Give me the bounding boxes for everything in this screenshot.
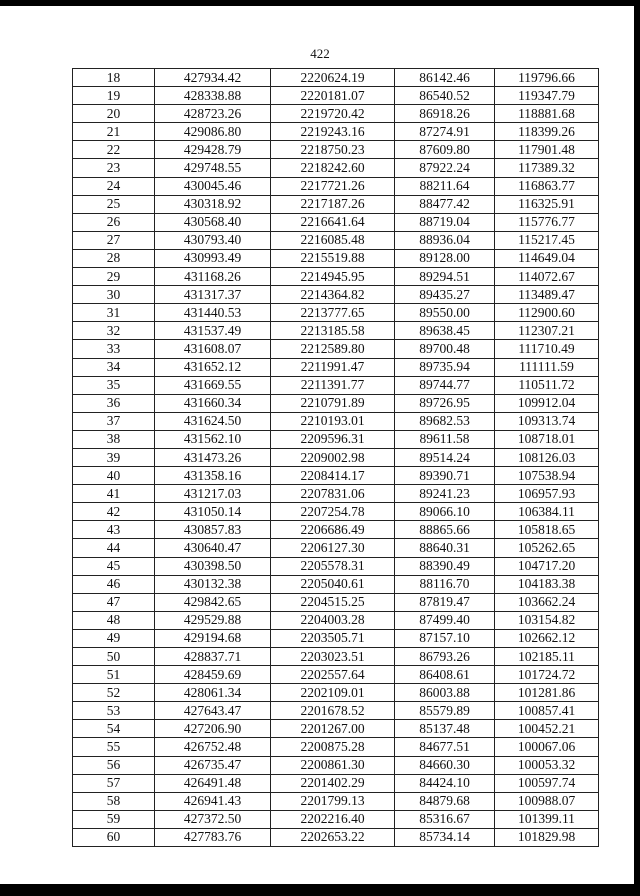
coord-c-cell: 89128.00 <box>395 249 495 267</box>
coord-d-cell: 109313.74 <box>495 412 599 430</box>
point-number-cell: 39 <box>73 448 155 466</box>
coord-a-cell: 431652.12 <box>155 358 271 376</box>
point-number-cell: 57 <box>73 774 155 792</box>
point-number-cell: 49 <box>73 629 155 647</box>
point-number-cell: 26 <box>73 213 155 231</box>
coord-d-cell: 112900.60 <box>495 304 599 322</box>
coord-a-cell: 431358.16 <box>155 467 271 485</box>
coord-c-cell: 88390.49 <box>395 557 495 575</box>
table-row <box>73 304 599 322</box>
coord-c-cell: 89726.95 <box>395 394 495 412</box>
table-row <box>73 69 599 87</box>
coord-b-cell: 2213777.65 <box>271 304 395 322</box>
coord-b-cell: 2200861.30 <box>271 756 395 774</box>
coord-d-cell: 114072.67 <box>495 268 599 286</box>
coord-c-cell: 85579.89 <box>395 702 495 720</box>
table-row <box>73 629 599 647</box>
coord-b-cell: 2213185.58 <box>271 322 395 340</box>
coord-d-cell: 100597.74 <box>495 774 599 792</box>
point-number-cell: 20 <box>73 105 155 123</box>
coord-a-cell: 431562.10 <box>155 430 271 448</box>
coord-c-cell: 84660.30 <box>395 756 495 774</box>
coord-d-cell: 115776.77 <box>495 213 599 231</box>
coord-b-cell: 2203505.71 <box>271 629 395 647</box>
coord-a-cell: 431217.03 <box>155 485 271 503</box>
coord-a-cell: 427934.42 <box>155 69 271 87</box>
coord-a-cell: 427643.47 <box>155 702 271 720</box>
coord-c-cell: 87157.10 <box>395 629 495 647</box>
coord-a-cell: 428338.88 <box>155 87 271 105</box>
scan-border-top <box>0 0 640 6</box>
coord-b-cell: 2202109.01 <box>271 684 395 702</box>
coord-d-cell: 106957.93 <box>495 485 599 503</box>
coord-b-cell: 2202653.22 <box>271 828 395 846</box>
point-number-cell: 48 <box>73 611 155 629</box>
coord-a-cell: 426735.47 <box>155 756 271 774</box>
coord-d-cell: 108718.01 <box>495 430 599 448</box>
coord-c-cell: 87499.40 <box>395 611 495 629</box>
table-row <box>73 376 599 394</box>
point-number-cell: 44 <box>73 539 155 557</box>
coord-b-cell: 2207254.78 <box>271 503 395 521</box>
coord-c-cell: 87609.80 <box>395 141 495 159</box>
point-number-cell: 24 <box>73 177 155 195</box>
table-row <box>73 593 599 611</box>
table-row <box>73 684 599 702</box>
coord-c-cell: 84879.68 <box>395 792 495 810</box>
coord-b-cell: 2216641.64 <box>271 213 395 231</box>
coord-d-cell: 116325.91 <box>495 195 599 213</box>
coord-a-cell: 430398.50 <box>155 557 271 575</box>
coord-a-cell: 429748.55 <box>155 159 271 177</box>
coord-b-cell: 2216085.48 <box>271 231 395 249</box>
coord-d-cell: 112307.21 <box>495 322 599 340</box>
coord-d-cell: 118399.26 <box>495 123 599 141</box>
table-row <box>73 322 599 340</box>
point-number-cell: 51 <box>73 666 155 684</box>
table-row <box>73 340 599 358</box>
point-number-cell: 27 <box>73 231 155 249</box>
coord-a-cell: 431608.07 <box>155 340 271 358</box>
point-number-cell: 22 <box>73 141 155 159</box>
table-row <box>73 177 599 195</box>
coord-a-cell: 429086.80 <box>155 123 271 141</box>
table-row <box>73 213 599 231</box>
coord-b-cell: 2218750.23 <box>271 141 395 159</box>
coord-c-cell: 86793.26 <box>395 648 495 666</box>
coord-a-cell: 430132.38 <box>155 575 271 593</box>
coordinate-table <box>72 68 599 847</box>
table-row <box>73 467 599 485</box>
coord-c-cell: 89066.10 <box>395 503 495 521</box>
coord-a-cell: 430318.92 <box>155 195 271 213</box>
coord-a-cell: 431050.14 <box>155 503 271 521</box>
coord-d-cell: 111111.59 <box>495 358 599 376</box>
coord-b-cell: 2201267.00 <box>271 720 395 738</box>
page-number: 422 <box>310 46 330 61</box>
coord-b-cell: 2211391.77 <box>271 376 395 394</box>
coord-c-cell: 88640.31 <box>395 539 495 557</box>
coord-b-cell: 2219243.16 <box>271 123 395 141</box>
point-number-cell: 60 <box>73 828 155 846</box>
point-number-cell: 21 <box>73 123 155 141</box>
scan-border-right <box>634 0 640 896</box>
table-row <box>73 720 599 738</box>
coord-a-cell: 426752.48 <box>155 738 271 756</box>
point-number-cell: 35 <box>73 376 155 394</box>
table-row <box>73 810 599 828</box>
coord-d-cell: 113489.47 <box>495 286 599 304</box>
coord-b-cell: 2214945.95 <box>271 268 395 286</box>
coord-d-cell: 116863.77 <box>495 177 599 195</box>
table-row <box>73 123 599 141</box>
table-row <box>73 159 599 177</box>
coord-b-cell: 2200875.28 <box>271 738 395 756</box>
point-number-cell: 59 <box>73 810 155 828</box>
table-row <box>73 358 599 376</box>
coord-c-cell: 89744.77 <box>395 376 495 394</box>
coord-c-cell: 88477.42 <box>395 195 495 213</box>
coord-b-cell: 2209002.98 <box>271 448 395 466</box>
table-row <box>73 521 599 539</box>
point-number-cell: 33 <box>73 340 155 358</box>
point-number-cell: 54 <box>73 720 155 738</box>
table-row <box>73 105 599 123</box>
table-row <box>73 394 599 412</box>
coord-c-cell: 88865.66 <box>395 521 495 539</box>
point-number-cell: 43 <box>73 521 155 539</box>
coord-d-cell: 101829.98 <box>495 828 599 846</box>
table-row <box>73 774 599 792</box>
coord-a-cell: 430857.83 <box>155 521 271 539</box>
coord-b-cell: 2217721.26 <box>271 177 395 195</box>
coord-b-cell: 2206686.49 <box>271 521 395 539</box>
coord-c-cell: 86408.61 <box>395 666 495 684</box>
table-row <box>73 286 599 304</box>
coord-c-cell: 85316.67 <box>395 810 495 828</box>
coord-b-cell: 2202216.40 <box>271 810 395 828</box>
coord-d-cell: 103662.24 <box>495 593 599 611</box>
point-number-cell: 29 <box>73 268 155 286</box>
coord-a-cell: 429428.79 <box>155 141 271 159</box>
coord-b-cell: 2220624.19 <box>271 69 395 87</box>
point-number-cell: 23 <box>73 159 155 177</box>
coord-d-cell: 119347.79 <box>495 87 599 105</box>
coord-c-cell: 85734.14 <box>395 828 495 846</box>
table-row <box>73 756 599 774</box>
coord-c-cell: 88211.64 <box>395 177 495 195</box>
coord-b-cell: 2201799.13 <box>271 792 395 810</box>
coord-b-cell: 2202557.64 <box>271 666 395 684</box>
point-number-cell: 58 <box>73 792 155 810</box>
table-row <box>73 412 599 430</box>
coord-c-cell: 89435.27 <box>395 286 495 304</box>
coord-a-cell: 428061.34 <box>155 684 271 702</box>
coord-c-cell: 88116.70 <box>395 575 495 593</box>
point-number-cell: 41 <box>73 485 155 503</box>
table-row <box>73 231 599 249</box>
coord-c-cell: 86540.52 <box>395 87 495 105</box>
coord-c-cell: 86142.46 <box>395 69 495 87</box>
coordinate-table-body <box>73 69 599 847</box>
coord-a-cell: 427206.90 <box>155 720 271 738</box>
coord-b-cell: 2205578.31 <box>271 557 395 575</box>
coord-d-cell: 104183.38 <box>495 575 599 593</box>
coord-a-cell: 431168.26 <box>155 268 271 286</box>
coord-d-cell: 105262.65 <box>495 539 599 557</box>
coord-a-cell: 431440.53 <box>155 304 271 322</box>
coord-d-cell: 104717.20 <box>495 557 599 575</box>
point-number-cell: 25 <box>73 195 155 213</box>
coord-d-cell: 102662.12 <box>495 629 599 647</box>
coord-b-cell: 2217187.26 <box>271 195 395 213</box>
coord-c-cell: 86918.26 <box>395 105 495 123</box>
coord-d-cell: 119796.66 <box>495 69 599 87</box>
coord-d-cell: 100053.32 <box>495 756 599 774</box>
coord-c-cell: 89294.51 <box>395 268 495 286</box>
coord-a-cell: 431537.49 <box>155 322 271 340</box>
table-row <box>73 611 599 629</box>
coord-b-cell: 2211991.47 <box>271 358 395 376</box>
point-number-cell: 34 <box>73 358 155 376</box>
coord-a-cell: 431669.55 <box>155 376 271 394</box>
coord-d-cell: 100988.07 <box>495 792 599 810</box>
coord-a-cell: 431317.37 <box>155 286 271 304</box>
table-row <box>73 539 599 557</box>
coord-a-cell: 431660.34 <box>155 394 271 412</box>
coord-c-cell: 89241.23 <box>395 485 495 503</box>
coord-d-cell: 101399.11 <box>495 810 599 828</box>
coord-d-cell: 107538.94 <box>495 467 599 485</box>
table-row <box>73 738 599 756</box>
coord-a-cell: 430568.40 <box>155 213 271 231</box>
point-number-cell: 42 <box>73 503 155 521</box>
coord-d-cell: 115217.45 <box>495 231 599 249</box>
coord-a-cell: 430045.46 <box>155 177 271 195</box>
coord-b-cell: 2205040.61 <box>271 575 395 593</box>
coord-d-cell: 111710.49 <box>495 340 599 358</box>
coord-b-cell: 2208414.17 <box>271 467 395 485</box>
table-row <box>73 557 599 575</box>
scan-border-bottom <box>0 884 640 896</box>
coord-b-cell: 2210791.89 <box>271 394 395 412</box>
coord-c-cell: 89611.58 <box>395 430 495 448</box>
point-number-cell: 55 <box>73 738 155 756</box>
coord-b-cell: 2209596.31 <box>271 430 395 448</box>
point-number-cell: 36 <box>73 394 155 412</box>
coord-d-cell: 114649.04 <box>495 249 599 267</box>
coord-c-cell: 89735.94 <box>395 358 495 376</box>
coord-a-cell: 431624.50 <box>155 412 271 430</box>
coord-a-cell: 429529.88 <box>155 611 271 629</box>
coord-b-cell: 2204003.28 <box>271 611 395 629</box>
point-number-cell: 45 <box>73 557 155 575</box>
coord-c-cell: 89638.45 <box>395 322 495 340</box>
coord-a-cell: 429842.65 <box>155 593 271 611</box>
coord-c-cell: 85137.48 <box>395 720 495 738</box>
coord-a-cell: 427372.50 <box>155 810 271 828</box>
table-row <box>73 195 599 213</box>
coord-b-cell: 2218242.60 <box>271 159 395 177</box>
coord-c-cell: 89550.00 <box>395 304 495 322</box>
coord-a-cell: 428459.69 <box>155 666 271 684</box>
point-number-cell: 50 <box>73 648 155 666</box>
coord-b-cell: 2203023.51 <box>271 648 395 666</box>
table-row <box>73 141 599 159</box>
point-number-cell: 46 <box>73 575 155 593</box>
point-number-cell: 38 <box>73 430 155 448</box>
table-row <box>73 268 599 286</box>
coord-b-cell: 2204515.25 <box>271 593 395 611</box>
point-number-cell: 56 <box>73 756 155 774</box>
coord-d-cell: 100857.41 <box>495 702 599 720</box>
coord-d-cell: 109912.04 <box>495 394 599 412</box>
point-number-cell: 32 <box>73 322 155 340</box>
coord-d-cell: 100067.06 <box>495 738 599 756</box>
coord-b-cell: 2206127.30 <box>271 539 395 557</box>
coord-c-cell: 87819.47 <box>395 593 495 611</box>
table-row <box>73 575 599 593</box>
coord-d-cell: 106384.11 <box>495 503 599 521</box>
table-row <box>73 249 599 267</box>
coord-a-cell: 431473.26 <box>155 448 271 466</box>
coord-d-cell: 105818.65 <box>495 521 599 539</box>
coord-c-cell: 87922.24 <box>395 159 495 177</box>
coord-d-cell: 101724.72 <box>495 666 599 684</box>
point-number-cell: 37 <box>73 412 155 430</box>
coord-a-cell: 428837.71 <box>155 648 271 666</box>
coord-d-cell: 102185.11 <box>495 648 599 666</box>
coord-a-cell: 430793.40 <box>155 231 271 249</box>
point-number-cell: 31 <box>73 304 155 322</box>
coord-c-cell: 84677.51 <box>395 738 495 756</box>
coord-c-cell: 88936.04 <box>395 231 495 249</box>
table-row <box>73 648 599 666</box>
table-row <box>73 792 599 810</box>
coord-b-cell: 2201678.52 <box>271 702 395 720</box>
coord-c-cell: 89700.48 <box>395 340 495 358</box>
coord-c-cell: 84424.10 <box>395 774 495 792</box>
point-number-cell: 47 <box>73 593 155 611</box>
coord-c-cell: 89682.53 <box>395 412 495 430</box>
coord-d-cell: 118881.68 <box>495 105 599 123</box>
table-row <box>73 666 599 684</box>
coord-a-cell: 430640.47 <box>155 539 271 557</box>
coord-d-cell: 110511.72 <box>495 376 599 394</box>
table-row <box>73 702 599 720</box>
coord-a-cell: 426491.48 <box>155 774 271 792</box>
point-number-cell: 40 <box>73 467 155 485</box>
coord-b-cell: 2215519.88 <box>271 249 395 267</box>
coord-d-cell: 117389.32 <box>495 159 599 177</box>
coord-a-cell: 427783.76 <box>155 828 271 846</box>
coord-c-cell: 87274.91 <box>395 123 495 141</box>
table-row <box>73 485 599 503</box>
coord-b-cell: 2207831.06 <box>271 485 395 503</box>
table-row <box>73 448 599 466</box>
coord-c-cell: 88719.04 <box>395 213 495 231</box>
coord-a-cell: 430993.49 <box>155 249 271 267</box>
point-number-cell: 52 <box>73 684 155 702</box>
point-number-cell: 28 <box>73 249 155 267</box>
table-row <box>73 430 599 448</box>
coord-b-cell: 2214364.82 <box>271 286 395 304</box>
coord-b-cell: 2212589.80 <box>271 340 395 358</box>
coord-c-cell: 89390.71 <box>395 467 495 485</box>
point-number-cell: 53 <box>73 702 155 720</box>
point-number-cell: 19 <box>73 87 155 105</box>
table-row <box>73 87 599 105</box>
coord-d-cell: 117901.48 <box>495 141 599 159</box>
coord-d-cell: 103154.82 <box>495 611 599 629</box>
coord-d-cell: 101281.86 <box>495 684 599 702</box>
point-number-cell: 30 <box>73 286 155 304</box>
coord-a-cell: 426941.43 <box>155 792 271 810</box>
point-number-cell: 18 <box>73 69 155 87</box>
table-row <box>73 503 599 521</box>
table-row <box>73 828 599 846</box>
coord-b-cell: 2201402.29 <box>271 774 395 792</box>
coord-b-cell: 2220181.07 <box>271 87 395 105</box>
coord-b-cell: 2219720.42 <box>271 105 395 123</box>
coord-c-cell: 89514.24 <box>395 448 495 466</box>
coord-d-cell: 100452.21 <box>495 720 599 738</box>
coord-c-cell: 86003.88 <box>395 684 495 702</box>
coord-b-cell: 2210193.01 <box>271 412 395 430</box>
coord-d-cell: 108126.03 <box>495 448 599 466</box>
coord-a-cell: 429194.68 <box>155 629 271 647</box>
coord-a-cell: 428723.26 <box>155 105 271 123</box>
